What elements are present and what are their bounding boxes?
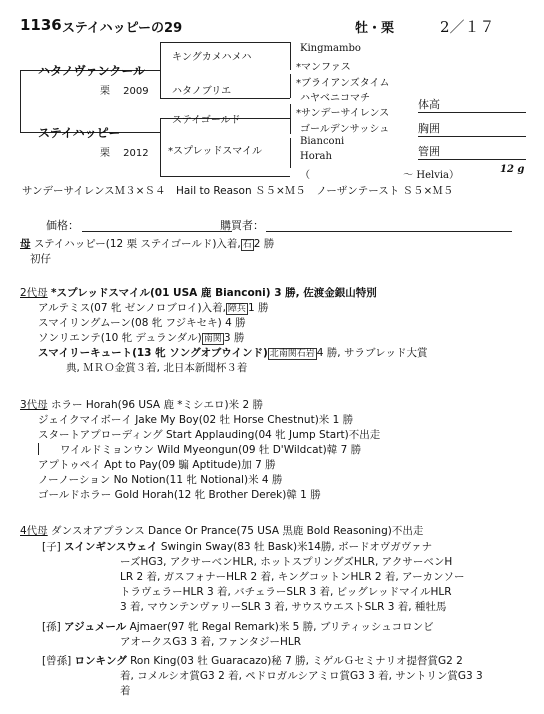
ped-dsd: ゴールデンサッシュ [300,124,390,135]
gen2-label: 2代母 [20,287,48,299]
gen4-great-line-3: 着 [120,685,131,697]
gen4-child-line-4: トラヴェラーHLR 3 着, バチェラーSLR 3 着, ビッグレッドマイルHLR [120,586,452,598]
sex-color: 牡・栗 [355,21,395,36]
dam-dam: *スプレッドスマイル [168,146,262,157]
gen4-child-line-2: ーズHG3, アクサーベンHLR, ホットスプリングズHLR, アクサーベンH [120,556,453,568]
gen3-label: 3代母 [20,399,48,411]
gen2-title-line [20,286,377,300]
gen4-great-line-2: 着, コメルシオ賞G3 2 着, ペドロガルシアミロ賞G3 3 着, サントリン賞G3 3 [120,670,483,682]
dam-text: ステイハッピー(12 栗 ステイゴールド)入着, [33,238,241,250]
dam-badge: 石 [242,240,252,250]
gen4-title-line [20,524,423,538]
inbreeding: サンデーサイレンスＭ３×Ｓ４ Hail to Reason Ｓ５×Ｍ５ ノーザンテースト Ｓ５×Ｍ５ [22,185,454,197]
gen3-row-3: ワイルドミョンウン Wild Myeongun(09 牡 D'Wildcat)韓 7 勝 [60,444,362,456]
gen3-title: ホラー Horah(96 USA 鹿 *ミシエロ)米 2 勝 [51,399,263,411]
ped-sds: *ブライアンズタイム [296,78,390,89]
ped-ddd: Horah [300,151,332,162]
gen2-row-2: スマイリングムーン(08 牝 フジキセキ) 4 勝 [38,317,246,329]
dam-info: 栗 2012 [100,148,149,159]
gen4-child-line-1: [子] スインギンスウェイ Swingin Sway(83 牡 Bask)米14勝, ボードオヴガヴァナ [42,541,433,553]
dam-label: 母 [20,238,31,250]
chest-label: 胸囲 [418,122,440,135]
cannon-label: 管囲 [418,145,440,158]
ped-ddd-extra: （ ～ Helvia） [300,170,460,181]
sire-sire: キングカメハメハ [172,52,252,63]
ped-ssd: *マンファス [296,62,351,73]
ped-sss: Kingmambo [300,43,361,54]
gen2-row-4: スマイリーキュート(13 牝 ソングオブウインド) 北南関石岩 4 勝, サラブレッド大賞 [38,347,428,359]
dam-name: ステイハッピー [38,126,121,140]
dam-text-end: 2 勝 [253,238,275,250]
ped-dss: *サンデーサイレンス [296,108,390,119]
price-label: 価格： [46,219,79,232]
dam-note: 初仔 [30,253,51,265]
gen2-row-1: アルテミス(07 牝 ゼンノロブロイ)入着, 障兵 1 勝 [38,302,269,314]
gen4-grand-line-1: [孫] アジュメール Ajmaer(97 牝 Regal Remark)米 5 勝, ブリティッシュコロンビ [42,621,434,633]
weight: 12 g [500,164,525,175]
sire-name: ハタノヴァンクール [38,64,146,78]
gen3-title-line [20,398,263,412]
page-number: 2／１７ [440,18,495,36]
gen4-great-line-1: [曾孫] ロンキング Ron King(03 牡 Guaracazo)秘 7 勝, ミゲルＧセミナリオ提督賞G2 2 [42,655,463,667]
ped-sdd: ハヤベニコマチ [300,93,370,104]
dam-line [20,237,274,252]
gen3-row-5: ノーノーション No Notion(11 牝 Notional)米 4 勝 [38,474,283,486]
gen3-row-4: アプトゥペイ Apt to Pay(09 騸 Aptitude)加 7 勝 [38,459,276,471]
dam-sire: ステイゴールド [172,115,241,126]
horse-name: ステイハッピーの29 [62,21,183,36]
gen2-title: *スプレッドスマイル(01 USA 鹿 Bianconi) 3 勝, 佐渡金銀山特別 [51,287,377,299]
gen4-child-line-3: LR 2 着, ガスフォナーHLR 2 着, キングコットンHLR 2 着, アーカンソー [120,571,465,583]
gen4-child-line-5: 3 着, マウンテンヴァリーSLR 3 着, サウスウエストSLR 3 着, 種牡馬 [120,601,447,613]
gen3-row-6: ゴールドホラー Gold Horah(12 牝 Brother Derek)韓 1 勝 [38,489,321,501]
height-label: 体高 [418,98,440,111]
gen3-row-2: スタートアプローディング Start Applauding(04 牝 Jump Start)不出走 [38,429,381,441]
gen4-grand-line-2: アオークスG3 3 着, ファンタジーHLR [120,636,302,648]
ped-dds: Bianconi [300,136,345,147]
gen4-title: ダンスオアプランス Dance Or Prance(75 USA 黒鹿 Bold Reasoning)不出走 [51,525,424,537]
sire-dam: ハタノブリエ [172,86,232,97]
gen2-row-5: 典, ＭＲＯ金賞３着, 北日本新聞杯３着 [66,362,248,374]
gen4-label: 4代母 [20,525,48,537]
sire-info: 栗 2009 [100,86,149,97]
buyer-label: 購買者： [220,219,264,232]
lot-number: 1136 [20,16,62,34]
gen3-row-1: ジェイクマイボーイ Jake My Boy(02 牡 Horse Chestnut)米 1 勝 [38,414,354,426]
gen2-row-3: ソンリエンテ(10 牝 デュランダル) 南関 3 勝 [38,332,245,344]
